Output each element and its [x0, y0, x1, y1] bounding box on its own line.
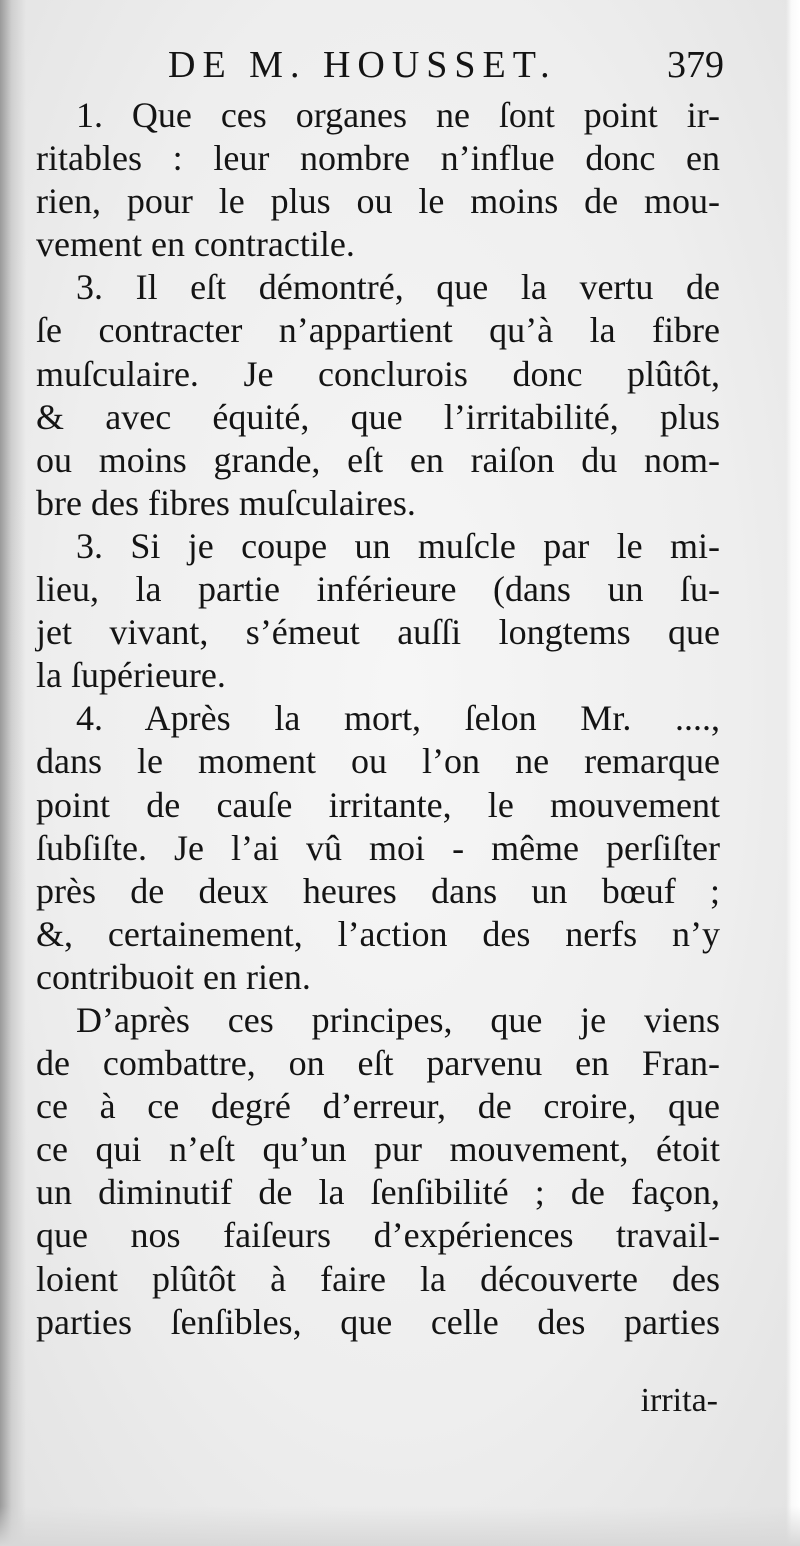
text-line: de combattre, on eſt parvenu en Fran-: [36, 1043, 720, 1084]
page-bottom-edge: [0, 1506, 800, 1546]
text-line: muſculaire. Je conclurois donc plûtôt,: [36, 353, 720, 394]
text-line: un diminutif de la ſenſibilité ; de façon,: [36, 1172, 720, 1213]
running-head: DE M. HOUSSET.: [168, 44, 557, 86]
paragraph-2: [36, 266, 720, 525]
text-line: contribuoit en rien.: [36, 956, 311, 997]
text-line: D’après ces principes, que je viens: [76, 999, 720, 1040]
text-line: ſubſiſte. Je l’ai vû moi - même perſiſter: [36, 827, 720, 868]
paragraph-5: [36, 999, 720, 1344]
paragraph-3: [36, 525, 720, 697]
text-line: ce qui n’eſt qu’un pur mouvement, étoit: [36, 1129, 720, 1170]
text-line: 3. Il eſt démontré, que la vertu de: [76, 267, 720, 308]
page-fore-edge: [786, 0, 800, 1546]
text-line: ce à ce degré d’erreur, de croire, que: [36, 1086, 720, 1127]
text-line: &, certainement, l’action des nerfs n’y: [36, 913, 720, 954]
text-line: rien, pour le plus ou le moins de mou-: [36, 181, 720, 222]
text-line: la ſupérieure.: [36, 655, 226, 696]
paragraph-4: [36, 697, 720, 999]
text-line: jet vivant, s’émeut auſſi longtems que: [36, 612, 720, 653]
paragraph-1: [36, 94, 720, 266]
text-line: lieu, la partie inférieure (dans un ſu-: [36, 569, 720, 610]
text-line: 4. Après la mort, ſelon Mr. ....,: [76, 698, 720, 739]
text-line: que nos faiſeurs d’expériences travail-: [36, 1215, 720, 1256]
text-line: ou moins grande, eſt en raiſon du nom-: [36, 439, 720, 480]
catchword: irrita-: [640, 1382, 718, 1419]
text-line: & avec équité, que l’irritabilité, plus: [36, 396, 720, 437]
text-line: ſe contracter n’appartient qu’à la fibre: [36, 310, 720, 351]
body-text: [36, 94, 720, 1344]
text-line: loient plûtôt à faire la découverte des: [36, 1258, 720, 1299]
text-line: dans le moment ou l’on ne remarque: [36, 741, 720, 782]
text-line: bre des fibres muſculaires.: [36, 482, 416, 523]
text-line: vement en contractile.: [36, 224, 355, 265]
text-line: parties ſenſibles, que celle des parties: [36, 1301, 720, 1342]
page-header: [0, 40, 800, 92]
text-line: ritables : leur nombre n’influe donc en: [36, 138, 720, 179]
page-number: 379: [667, 44, 724, 86]
text-line: point de cauſe irritante, le mouvement: [36, 784, 720, 825]
binding-gutter-shadow: [0, 0, 26, 1546]
text-line: 3. Si je coupe un muſcle par le mi-: [76, 525, 720, 566]
text-line: près de deux heures dans un bœuf ;: [36, 870, 720, 911]
text-line: 1. Que ces organes ne ſont point ir-: [76, 95, 720, 135]
